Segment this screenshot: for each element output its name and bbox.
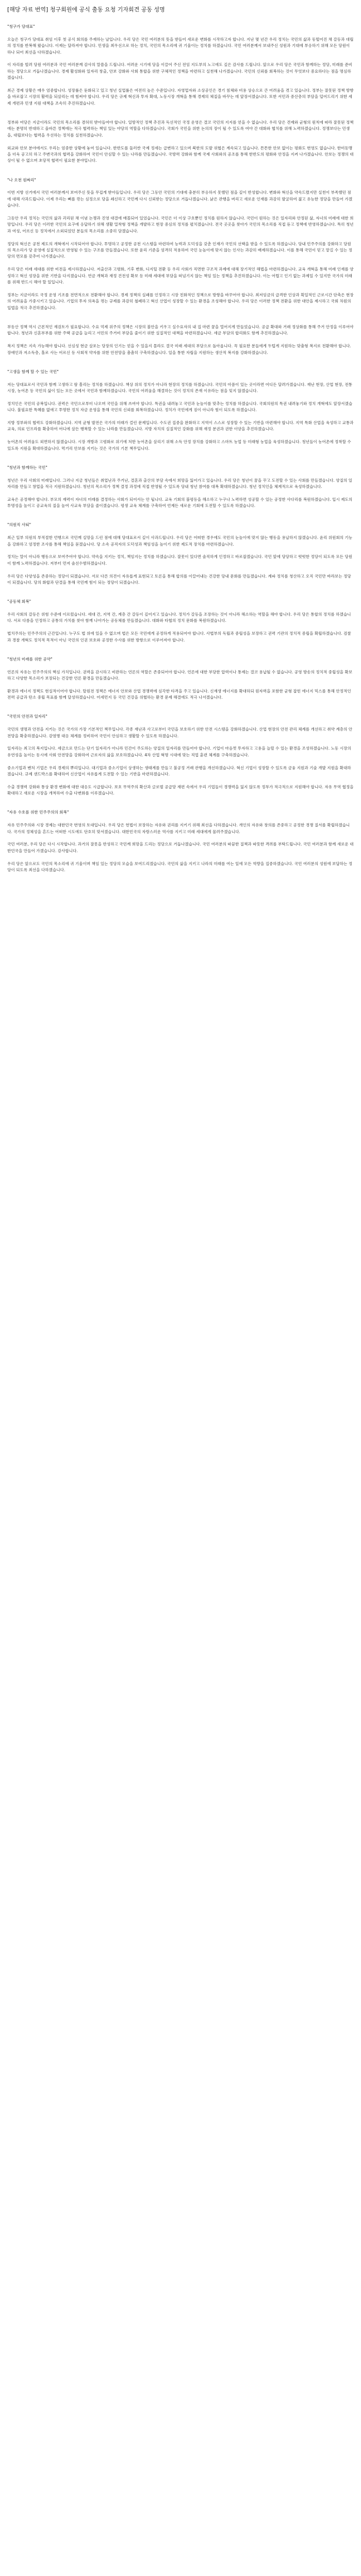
section-heading: "고생을 함께 할 수 있는 국민" (7, 369, 59, 374)
paragraph: 그동안 우리 정치는 국민의 삶과 괴리된 채 이념 논쟁과 진영 대결에 매몰되어 있었습니다. 국민은 더 이상 구호뿐인 정치를 원하지 않습니다. 국민이 원하는 것은 일자리와 안정된 삶, 자녀의 미래에 대한 희망입니다. 우리 당은 이러한 국민의 요구에 응답하기 위해 생활 밀착형 정책을 개발하고 현장 중심의 정치를 펼치겠습니다. 전국 곳곳을 찾아가 국민의 목소리를 직접 듣고 정책에 반영하겠습니다. 특히 청년과 여성, 어르신 등 정치에서 소외되었던 분들의 목소리를 소중히 담겠습니다. (7, 216, 354, 233)
section-heading: "청년과 함께하는 국민" (7, 465, 47, 470)
section-heading: "청구가 당대표" (7, 24, 35, 29)
paragraph: 환경과 에너지 정책도 현실적이어야 합니다. 탈원전 정책은 에너지 안보와 산업 경쟁력에 심각한 타격을 주고 있습니다. 신재생 에너지를 확대하되 원자력을 포함한 균형 잡힌 에너지 믹스를 통해 안정적인 전력 공급과 탄소 중립 목표를 함께 달성하겠습니다. 미세먼지 등 국민 건강을 위협하는 환경 문제 해결에도 적극 나서겠습니다. (7, 688, 351, 700)
paragraph: 우리 당은 미래 세대를 위한 비전을 제시하겠습니다. 저출산과 고령화, 기후 변화, 디지털 전환 등 우리 사회가 직면한 구조적 과제에 대해 장기적인 해법을 마련하겠습니다. 교육 개혁을 통해 미래 인재를 양성하고 혁신 성장을 위한 기반을 다지겠습니다. 연금 개혁과 재정 건전성 확보 등 미래 세대에 부담을 떠넘기지 않는 책임 있는 정책을 추진하겠습니다. 이는 어렵고 인기 없는 과제일 수 있지만 국가의 미래를 위해 반드시 해야 할 일입니다. (7, 267, 354, 285)
paragraph: 정부는 지금이라도 국정 운영 기조를 전면적으로 전환해야 합니다. 경제 정책의 실패를 인정하고 시장 친화적인 정책으로 방향을 바꾸어야 합니다. 최저임금의 급격한 인상과 획일적인 근로시간 단축은 현장의 어려움을 가중시키고 있습니다. 기업의 투자 의욕을 꺾는 규제를 과감히 철폐하고 혁신 산업이 성장할 수 있는 환경을 조성해야 합니다. 우리 당은 이러한 정책 전환을 위한 대안을 제시하고 국회 차원의 입법을 적극 추진하겠습니다. (7, 292, 354, 310)
paragraph: 중소기업과 벤처 기업은 우리 경제의 뿌리입니다. 대기업과 중소기업이 상생하는 생태계를 만들고 불공정 거래 관행을 개선하겠습니다. 혁신 기업이 성장할 수 있도록 금융 지원과 기술 개발 지원을 확대하겠습니다. 규제 샌드박스를 확대하여 신산업이 자유롭게 도전할 수 있는 기반을 마련하겠습니다. (7, 765, 351, 776)
section-heading: "국민의 안전과 일자리" (7, 714, 47, 719)
paragraph: 우리 당은 다양성을 존중하는 정당이 되겠습니다. 서로 다른 의견이 자유롭게 표현되고 토론을 통해 합의를 이끌어내는 건강한 당내 문화를 만들겠습니다. 계파 정치를 청산하고 오직 국민만 바라보는 정당이 되겠습니다. 당의 화합과 단결을 통해 국민께 힘이 되는 정당이 되겠습니다. (7, 573, 351, 585)
paragraph: 청년은 우리 사회의 미래입니다. 그러나 지금 청년들은 취업난과 주거난, 결혼과 출산의 부담 속에서 희망을 잃어가고 있습니다. 우리 당은 청년이 꿈을 꾸고 도전할 수 있는 사회를 만들겠습니다. 양질의 일자리를 만들고 창업을 적극 지원하겠습니다. 청년의 목소리가 정책 결정 과정에 직접 반영될 수 있도록 당내 청년 참여를 대폭 확대하겠습니다. 청년 정치인을 체계적으로 육성하겠습니다. (7, 478, 352, 489)
section-heading: "자유 수호를 위한 민주주의의 회복" (7, 810, 69, 815)
paragraph: 복지 정책은 지속 가능해야 합니다. 선심성 현금 살포는 당장의 인기는 얻을 수 있을지 몰라도 결국 미래 세대의 부담으로 돌아옵니다. 꼭 필요한 분들에게 두텁게 지원하는 맞춤형 복지로 전환해야 합니다. 장애인과 저소득층, 홀로 사는 어르신 등 사회적 약자를 위한 안전망을 촘촘히 구축하겠습니다. 일을 통한 자립을 지원하는 생산적 복지를 강화하겠습니다. (7, 344, 351, 355)
paragraph: 법치주의는 민주주의의 근간입니다. 누구도 법 위에 있을 수 없으며 법은 모든 국민에게 공정하게 적용되어야 합니다. 사법부의 독립과 중립성을 보장하고 권력 기관의 정치적 중립을 확립하겠습니다. 검찰과 경찰 개혁도 정치적 목적이 아닌 국민의 인권 보호와 공정한 수사를 위한 방향으로 이루어져야 합니다. (7, 631, 351, 642)
section-heading: "청년의 미래를 위한 공약" (7, 656, 53, 662)
paragraph: 외교와 안보 분야에서도 우리는 엄중한 상황에 놓여 있습니다. 한반도를 둘러싼 국제 정세는 급변하고 있으며 북한의 도발 위협은 계속되고 있습니다. 튼튼한 안보 없이는 평화도 번영도 없습니다. 한미동맹을 더욱 공고히 하고 주변국과의 협력을 강화하여 국민이 안심할 수 있는 나라를 만들겠습니다. 국방력 강화와 함께 국제 사회와의 공조를 통해 한반도의 평화와 안정을 지켜 나가겠습니다. 안보는 정쟁의 대상이 될 수 없으며 초당적 협력이 필요한 분야입니다. (7, 145, 354, 163)
paragraph: 지방 정부와의 협력도 강화하겠습니다. 지역 균형 발전은 국가의 미래가 걸린 문제입니다. 수도권 집중을 완화하고 지역이 스스로 성장할 수 있는 기반을 마련해야 합니다. 지역 특화 산업을 육성하고 교통과 교육, 의료 인프라를 확충하여 어디에 살든 행복할 수 있는 나라를 만들겠습니다. 지방 자치의 실질적인 강화를 위해 재정 분권과 권한 이양을 추진하겠습니다. (7, 420, 354, 432)
paragraph: 농어촌의 어려움도 외면하지 않겠습니다. 시장 개방과 고령화로 위기에 처한 농어촌을 살리기 위해 소득 안정 장치를 강화하고 스마트 농업 등 미래형 농업을 육성하겠습니다. 청년들이 농어촌에 정착할 수 있도록 지원을 확대하겠습니다. 먹거리 안보를 지키는 것은 국가의 기본 책무입니다. (7, 439, 351, 451)
section-heading: "공동체 회복" (7, 599, 31, 604)
paragraph: 언론의 자유는 민주주의의 핵심 가치입니다. 권력을 감시하고 비판하는 언론의 역할은 존중되어야 합니다. 언론에 대한 부당한 압력이나 통제는 결코 용납될 수 없습니다. 공영 방송의 정치적 중립성을 확보하고 다양한 목소리가 보장되는 건강한 언론 환경을 만들겠습니다. (7, 669, 353, 681)
paragraph: 자유 민주주의와 시장 경제는 대한민국 번영의 토대입니다. 우리 당은 헌법이 보장하는 자유와 권리를 지키기 위해 최선을 다하겠습니다. 개인의 자유와 창의를 존중하고 공정한 경쟁 질서를 확립하겠습니다. 국가의 정체성을 흔드는 어떠한 시도에도 단호히 맞서겠습니다. 대한민국의 자랑스러운 역사를 지키고 미래 세대에게 물려주겠습니다. (7, 823, 350, 834)
paragraph: 수출 경쟁력 강화와 통상 환경 변화에 대한 대응도 시급합니다. 보호 무역주의 확산과 글로벌 공급망 재편 속에서 우리 기업들이 경쟁력을 잃지 않도록 정부가 적극적으로 지원해야 합니다. 자유 무역 협정을 확대하고 새로운 시장을 개척하여 수출 다변화를 이루겠습니다. (7, 784, 354, 796)
paragraph: 이번 지방 선거에서 국민 여러분께서 보여주신 뜻을 무겁게 받아들입니다. 우리 당은 그동안 국민의 기대에 충분히 부응하지 못했던 점을 깊이 반성합니다. 변화와 혁신을 약속드렸지만 실천이 부족했던 점에 대해 사과드립니다. 이제 우리는 뼈를 깎는 심정으로 당을 쇄신하고 국민께 다시 신뢰받는 정당으로 거듭나겠습니다. 낡은 관행을 버리고 새로운 인재를 과감히 발굴하여 젊고 유능한 정당을 만들어 가겠습니다. (7, 190, 353, 208)
document-title: [해당 자료 번역] 청구회원에 공식 출동 요청 기자회견 공동 성명 (7, 6, 165, 13)
paragraph: 부동산 정책 역시 근본적인 재검토가 필요합니다. 수요 억제 위주의 정책은 시장의 불안을 키우고 실수요자의 내 집 마련 꿈을 멀어지게 만들었습니다. 공급 확대와 거래 정상화를 통해 주거 안정을 이루어야 합니다. 청년과 신혼부부를 위한 주택 공급을 늘리고 서민의 주거비 부담을 줄이기 위한 실질적인 대책을 마련하겠습니다. 세금 부담의 합리화도 함께 추진하겠습니다. (7, 324, 354, 336)
paragraph: 국민 여러분, 우리 당은 다시 시작합니다. 과거의 잘못을 반성하고 국민께 희망을 드리는 정당으로 거듭나겠습니다. 국민 여러분의 따끔한 질책과 따뜻한 격려를 부탁드립니다. 국민 여러분과 함께 새로운 대한민국을 만들어 가겠습니다. 감사합니다. (7, 842, 354, 853)
section-heading: "의원직 사퇴" (7, 522, 31, 528)
paragraph: 우리 당은 앞으로도 국민의 목소리에 귀 기울이며 책임 있는 정당의 모습을 보여드리겠습니다. 국민의 삶을 지키고 나라의 미래를 여는 일에 모든 역량을 집중하겠습니다. 국민 여러분의 성원에 보답하는 정당이 되도록 최선을 다하겠습니다. (7, 861, 353, 872)
paragraph: 국민의 생명과 안전을 지키는 것은 국가의 가장 기본적인 책무입니다. 각종 재난과 사고로부터 국민을 보호하기 위한 안전 시스템을 강화하겠습니다. 산업 현장의 안전 관리 체계를 개선하고 취약 계층의 안전망을 확충하겠습니다. 감염병 대응 체계를 정비하여 국민이 안심하고 생활할 수 있도록 하겠습니다. (7, 727, 353, 738)
paragraph: 최근 경제 상황은 매우 엄중합니다. 성장률은 둔화되고 있고 청년 실업률은 여전히 높은 수준입니다. 자영업자와 소상공인은 경기 침체와 비용 상승으로 큰 어려움을 겪고 있습니다. 정부는 잘못된 정책 방향을 바로잡고 시장의 활력을 되살리는 데 힘써야 합니다. 우리 당은 규제 혁신과 투자 확대, 노동시장 개혁을 통해 경제의 체질을 바꾸는 데 앞장서겠습니다. 또한 서민과 중산층의 부담을 덜어드리기 위한 세제 개편과 민생 지원 대책을 조속히 추진하겠습니다. (7, 88, 354, 106)
paragraph: 우리 사회의 갈등은 위험 수준에 이르렀습니다. 세대 간, 지역 간, 계층 간 갈등이 깊어지고 있습니다. 정치가 갈등을 조장하는 것이 아니라 해소하는 역할을 해야 합니다. 우리 당은 통합의 정치를 하겠습니다. 서로 다름을 인정하고 공통의 가치를 찾아 함께 나아가는 공동체를 만들겠습니다. 대화와 타협의 정치 문화를 복원하겠습니다. (7, 612, 351, 623)
paragraph: 이 자리를 빌려 당원 여러분과 국민 여러분께 감사의 말씀을 드립니다. 어려운 시기에 당을 이끌어 주신 전임 지도부의 노고에도 깊은 감사를 드립니다. 앞으로 우리 당은 국민과 함께하는 정당, 미래를 준비하는 정당으로 거듭나겠습니다. 경제 활성화와 일자리 창출, 안보 강화와 사회 통합을 위한 구체적인 정책을 마련하고 실천해 나가겠습니다. 국민의 신뢰를 회복하는 것이 무엇보다 중요하다는 점을 명심하겠습니다. (7, 62, 352, 80)
paragraph: 최근 일부 의원의 부적절한 언행으로 국민께 실망을 드린 점에 대해 당대표로서 깊이 사과드립니다. 우리 당은 어떠한 경우에도 국민의 눈높이에 맞지 않는 행동을 용납하지 않겠습니다. 윤리 위원회의 기능을 강화하고 엄정한 조사를 통해 책임을 묻겠습니다. 당 소속 공직자의 도덕성과 책임성을 높이기 위한 제도적 장치를 마련하겠습니다. (7, 535, 353, 547)
paragraph: 교육은 공정해야 합니다. 부모의 재력이 자녀의 미래를 결정하는 사회가 되어서는 안 됩니다. 교육 기회의 불평등을 해소하고 누구나 노력하면 성공할 수 있는 공정한 사다리를 복원하겠습니다. 입시 제도의 투명성을 높이고 공교육의 질을 높여 사교육 부담을 줄이겠습니다. 평생 교육 체계를 구축하여 언제든 새로운 기회에 도전할 수 있도록 하겠습니다. (7, 497, 353, 509)
document-body (7, 24, 354, 886)
paragraph: 정치인은 국민의 공복입니다. 권력은 국민으로부터 나오며 국민을 위해 쓰여야 합니다. 특권을 내려놓고 국민과 눈높이를 맞추는 정치를 하겠습니다. 국회의원의 특권 내려놓기와 정치 개혁에도 앞장서겠습니다. 불필요한 특혜를 없애고 투명한 정치 자금 운영을 통해 국민의 신뢰를 회복하겠습니다. 정치가 국민에게 짐이 아니라 힘이 되도록 하겠습니다. (7, 401, 353, 413)
paragraph: 정치는 말이 아니라 행동으로 보여주어야 합니다. 약속을 지키는 정치, 책임지는 정치를 하겠습니다. 잘못이 있다면 솔직하게 인정하고 바로잡겠습니다. 국민 앞에 당당하고 떳떳한 정당이 되도록 모든 당원이 함께 노력하겠습니다. 저부터 먼저 솔선수범하겠습니다. (7, 554, 353, 566)
paragraph: 정당의 혁신은 공천 제도의 개혁에서 시작되어야 합니다. 투명하고 공정한 공천 시스템을 마련하여 능력과 도덕성을 갖춘 인재가 국민의 선택을 받을 수 있도록 하겠습니다. 당내 민주주의를 강화하고 당원의 목소리가 당 운영에 실질적으로 반영될 수 있는 구조를 만들겠습니다. 또한 윤리 기준을 엄격히 적용하여 국민 눈높이에 맞지 않는 인사는 과감히 배제하겠습니다. 이를 통해 국민이 믿고 맡길 수 있는 정당의 면모를 갖추어 나가겠습니다. (7, 241, 352, 259)
paragraph: 일자리는 최고의 복지입니다. 세금으로 만드는 단기 일자리가 아니라 민간이 주도하는 양질의 일자리를 만들어야 합니다. 기업이 마음껏 투자하고 고용을 늘릴 수 있는 환경을 조성하겠습니다. 노동 시장의 유연성을 높이는 동시에 사회 안전망을 강화하여 근로자의 삶을 보호하겠습니다. 4차 산업 혁명 시대에 맞는 직업 훈련 체계를 구축하겠습니다. (7, 746, 351, 757)
paragraph: 오늘은 청구가 당대표 취임 이후 첫 공식 회의를 주재하는 날입니다. 우리 당은 국민 여러분의 뜻을 받들어 새로운 변화를 시작하고자 합니다. 지난 몇 년간 우리 정치는 국민의 삶과 동떨어진 채 갈등과 대립의 정치를 반복해 왔습니다. 이제는 달라져야 합니다. 민생을 최우선으로 하는 정치, 국민의 목소리에 귀 기울이는 정치를 하겠습니다. 국민 여러분께서 보내주신 성원과 기대에 부응하기 위해 모든 당원이 하나 되어 최선을 다하겠습니다. (7, 37, 354, 55)
section-heading: "나 오천 원짜리" (7, 177, 36, 182)
paragraph: 정부와 여당은 지금이라도 국민의 목소리를 겸허히 받아들여야 합니다. 일방적인 정책 추진과 독선적인 국정 운영은 결코 국민의 지지를 얻을 수 없습니다. 우리 당은 견제와 균형의 원칙에 따라 잘못된 정책에는 분명히 반대하고 올바른 정책에는 적극 협력하는 책임 있는 야당의 역할을 다하겠습니다. 국회가 국민을 위한 논의의 장이 될 수 있도록 여야 간 대화와 협치를 위해 노력하겠습니다. 정쟁보다는 민생을, 대립보다는 협력을 우선하는 정치를 실천하겠습니다. (7, 120, 354, 138)
paragraph: 저는 당대표로서 국민과 함께 고생하고 땀 흘리는 정치를 하겠습니다. 책상 위의 정치가 아니라 현장의 정치를 하겠습니다. 국민의 아픔이 있는 곳이라면 어디든 달려가겠습니다. 재난 현장, 산업 현장, 전통 시장, 농어촌 등 국민의 삶이 있는 모든 곳에서 국민과 함께하겠습니다. 국민의 어려움을 해결하는 것이 정치의 존재 이유라는 점을 잊지 않겠습니다. (7, 382, 352, 393)
